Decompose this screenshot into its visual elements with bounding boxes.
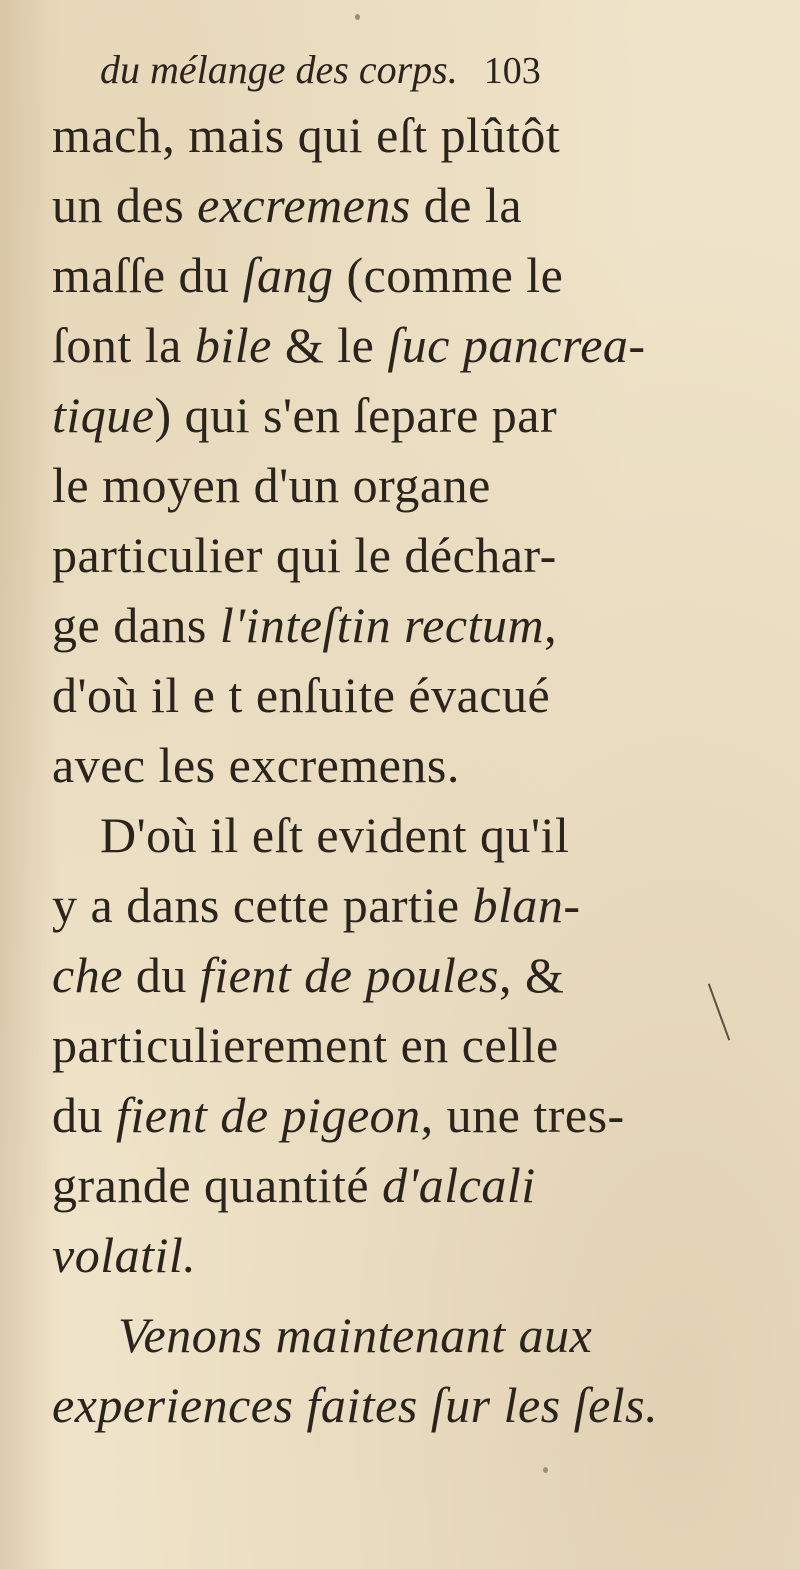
text-line-9: d'où il e t enſuite évacué	[52, 667, 551, 723]
text-line-10: avec les excremens.	[52, 737, 460, 793]
page-number: 103	[483, 50, 541, 92]
text-line-19: experiences faites ſur les ſels.	[52, 1377, 659, 1433]
margin-pencil-mark	[708, 983, 730, 1040]
running-title: du mélange des corps.	[100, 47, 458, 92]
text-line-2: un des excremens de la	[52, 177, 523, 233]
text-line-5: tique) qui s'en ſepare par	[52, 387, 558, 443]
text-line-13: che du fient de poules, &	[52, 947, 565, 1003]
text-line-16: grande quantité d'alcali	[52, 1157, 536, 1213]
running-head	[100, 40, 730, 100]
text-line-8: ge dans l'inteſtin rectum,	[52, 597, 558, 653]
text-line-12: y a dans cette partie blan-	[52, 877, 581, 933]
text-line-17: volatil.	[52, 1227, 197, 1283]
text-line-1: mach, mais qui eſt plûtôt	[52, 107, 561, 163]
text-line-11: D'où il eſt evident qu'il	[100, 807, 570, 863]
text-line-4: ſont la bile & le ſuc pancrea-	[52, 317, 646, 373]
text-line-7: particulier qui le déchar-	[52, 527, 557, 583]
text-line-18: Venons maintenant aux	[118, 1307, 593, 1363]
ink-speck	[355, 14, 360, 20]
text-line-15: du fient de pigeon, une tres-	[52, 1087, 625, 1143]
ink-speck	[543, 1467, 548, 1473]
text-line-14: particulierement en celle	[52, 1017, 559, 1073]
text-line-6: le moyen d'un organe	[52, 457, 491, 513]
text-line-3: maſſe du ſang (comme le	[52, 247, 564, 303]
